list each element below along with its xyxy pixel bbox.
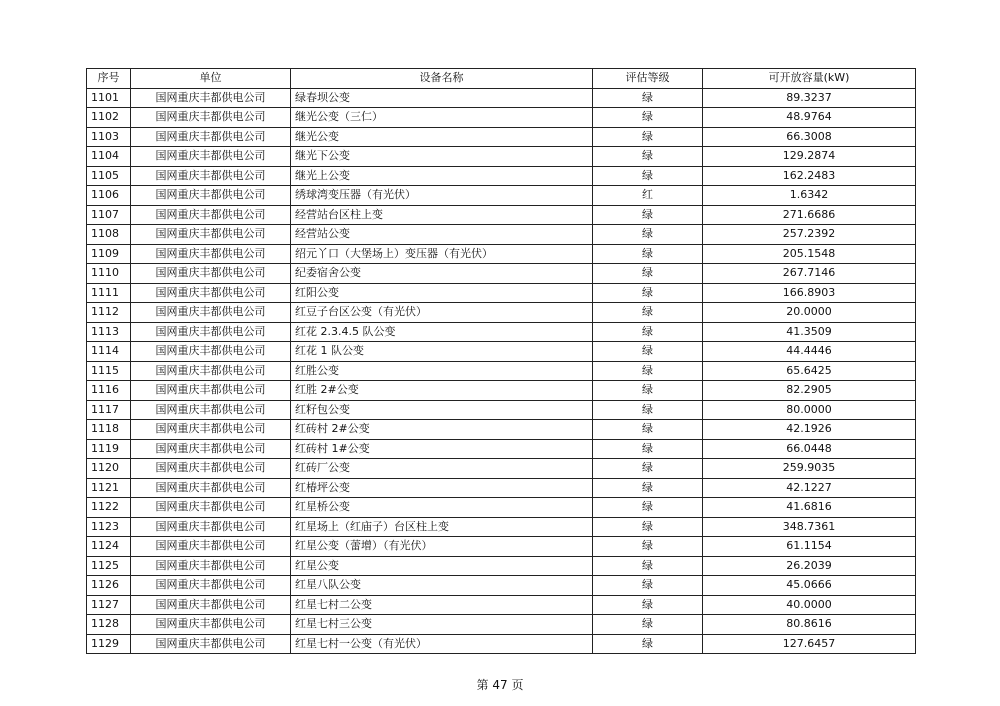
row-unit-cell: 国网重庆丰都供电公司 bbox=[131, 595, 291, 615]
row-device-name-cell: 绣球湾变压器（有光伏） bbox=[291, 186, 593, 206]
row-index-cell: 1108 bbox=[87, 225, 131, 245]
row-device-name-cell: 红星七村三公变 bbox=[291, 615, 593, 635]
row-device-name-cell: 红砖村 1#公变 bbox=[291, 439, 593, 459]
row-index-cell: 1120 bbox=[87, 459, 131, 479]
row-index-cell: 1101 bbox=[87, 88, 131, 108]
row-device-name-cell: 经营站台区柱上变 bbox=[291, 205, 593, 225]
row-index-cell: 1124 bbox=[87, 537, 131, 557]
row-device-name-cell: 红星七村一公变（有光伏） bbox=[291, 634, 593, 654]
row-capacity-cell: 61.1154 bbox=[703, 537, 916, 557]
row-device-name-cell: 红星公变（蕾增）（有光伏） bbox=[291, 537, 593, 557]
row-unit-cell: 国网重庆丰都供电公司 bbox=[131, 517, 291, 537]
capacity-table bbox=[86, 68, 916, 654]
row-capacity-cell: 80.8616 bbox=[703, 615, 916, 635]
row-grade-cell: 绿 bbox=[593, 303, 703, 323]
row-device-name-cell: 继光公变（三仁） bbox=[291, 108, 593, 128]
row-capacity-cell: 26.2039 bbox=[703, 556, 916, 576]
row-capacity-cell: 44.4446 bbox=[703, 342, 916, 362]
row-unit-cell: 国网重庆丰都供电公司 bbox=[131, 381, 291, 401]
row-capacity-cell: 259.9035 bbox=[703, 459, 916, 479]
row-capacity-cell: 42.1926 bbox=[703, 420, 916, 440]
row-unit-cell: 国网重庆丰都供电公司 bbox=[131, 342, 291, 362]
row-grade-cell: 绿 bbox=[593, 576, 703, 596]
row-device-name-cell: 继光上公变 bbox=[291, 166, 593, 186]
table-row bbox=[87, 381, 916, 401]
row-device-name-cell: 继光公变 bbox=[291, 127, 593, 147]
row-capacity-cell: 1.6342 bbox=[703, 186, 916, 206]
row-index-cell: 1113 bbox=[87, 322, 131, 342]
row-unit-cell: 国网重庆丰都供电公司 bbox=[131, 615, 291, 635]
row-device-name-cell: 红星八队公变 bbox=[291, 576, 593, 596]
header-capacity: 可开放容量(kW) bbox=[703, 69, 916, 89]
row-index-cell: 1129 bbox=[87, 634, 131, 654]
row-index-cell: 1127 bbox=[87, 595, 131, 615]
row-unit-cell: 国网重庆丰都供电公司 bbox=[131, 634, 291, 654]
table-row bbox=[87, 634, 916, 654]
table-row bbox=[87, 615, 916, 635]
table-row bbox=[87, 166, 916, 186]
row-index-cell: 1104 bbox=[87, 147, 131, 167]
row-unit-cell: 国网重庆丰都供电公司 bbox=[131, 478, 291, 498]
page-number: 第 47 页 bbox=[476, 678, 524, 692]
table-row bbox=[87, 459, 916, 479]
table-row bbox=[87, 400, 916, 420]
row-unit-cell: 国网重庆丰都供电公司 bbox=[131, 576, 291, 596]
row-device-name-cell: 红星桥公变 bbox=[291, 498, 593, 518]
table-body bbox=[87, 88, 916, 654]
row-device-name-cell: 红胜公变 bbox=[291, 361, 593, 381]
table-row bbox=[87, 576, 916, 596]
row-device-name-cell: 红椿坪公变 bbox=[291, 478, 593, 498]
row-unit-cell: 国网重庆丰都供电公司 bbox=[131, 88, 291, 108]
row-grade-cell: 绿 bbox=[593, 342, 703, 362]
row-device-name-cell: 红花 2.3.4.5 队公变 bbox=[291, 322, 593, 342]
row-unit-cell: 国网重庆丰都供电公司 bbox=[131, 127, 291, 147]
row-index-cell: 1112 bbox=[87, 303, 131, 323]
row-grade-cell: 绿 bbox=[593, 420, 703, 440]
table-row bbox=[87, 225, 916, 245]
row-capacity-cell: 66.3008 bbox=[703, 127, 916, 147]
row-index-cell: 1116 bbox=[87, 381, 131, 401]
row-capacity-cell: 40.0000 bbox=[703, 595, 916, 615]
table-header-row bbox=[87, 69, 916, 89]
row-grade-cell: 绿 bbox=[593, 283, 703, 303]
row-capacity-cell: 267.7146 bbox=[703, 264, 916, 284]
row-index-cell: 1106 bbox=[87, 186, 131, 206]
row-capacity-cell: 42.1227 bbox=[703, 478, 916, 498]
row-grade-cell: 绿 bbox=[593, 361, 703, 381]
row-unit-cell: 国网重庆丰都供电公司 bbox=[131, 361, 291, 381]
table-row bbox=[87, 108, 916, 128]
row-capacity-cell: 65.6425 bbox=[703, 361, 916, 381]
row-device-name-cell: 经营站公变 bbox=[291, 225, 593, 245]
row-capacity-cell: 45.0666 bbox=[703, 576, 916, 596]
table-row bbox=[87, 283, 916, 303]
row-index-cell: 1114 bbox=[87, 342, 131, 362]
row-grade-cell: 绿 bbox=[593, 400, 703, 420]
row-unit-cell: 国网重庆丰都供电公司 bbox=[131, 303, 291, 323]
row-grade-cell: 绿 bbox=[593, 478, 703, 498]
table-row bbox=[87, 478, 916, 498]
row-device-name-cell: 红阳公变 bbox=[291, 283, 593, 303]
table-row bbox=[87, 342, 916, 362]
header-index: 序号 bbox=[87, 69, 131, 89]
row-unit-cell: 国网重庆丰都供电公司 bbox=[131, 205, 291, 225]
row-unit-cell: 国网重庆丰都供电公司 bbox=[131, 498, 291, 518]
row-index-cell: 1102 bbox=[87, 108, 131, 128]
row-index-cell: 1121 bbox=[87, 478, 131, 498]
table-row bbox=[87, 186, 916, 206]
header-device-name: 设备名称 bbox=[291, 69, 593, 89]
row-unit-cell: 国网重庆丰都供电公司 bbox=[131, 556, 291, 576]
table-row bbox=[87, 517, 916, 537]
row-device-name-cell: 红花 1 队公变 bbox=[291, 342, 593, 362]
row-unit-cell: 国网重庆丰都供电公司 bbox=[131, 459, 291, 479]
row-capacity-cell: 162.2483 bbox=[703, 166, 916, 186]
table-row bbox=[87, 420, 916, 440]
row-index-cell: 1119 bbox=[87, 439, 131, 459]
table-row bbox=[87, 205, 916, 225]
row-device-name-cell: 绍元丫口（大堡场上）变压器（有光伏） bbox=[291, 244, 593, 264]
row-index-cell: 1118 bbox=[87, 420, 131, 440]
row-capacity-cell: 41.3509 bbox=[703, 322, 916, 342]
row-unit-cell: 国网重庆丰都供电公司 bbox=[131, 166, 291, 186]
row-grade-cell: 绿 bbox=[593, 537, 703, 557]
row-index-cell: 1122 bbox=[87, 498, 131, 518]
row-capacity-cell: 166.8903 bbox=[703, 283, 916, 303]
row-device-name-cell: 红星场上（红庙子）台区柱上变 bbox=[291, 517, 593, 537]
row-unit-cell: 国网重庆丰都供电公司 bbox=[131, 322, 291, 342]
row-capacity-cell: 348.7361 bbox=[703, 517, 916, 537]
row-grade-cell: 绿 bbox=[593, 498, 703, 518]
row-capacity-cell: 66.0448 bbox=[703, 439, 916, 459]
row-grade-cell: 绿 bbox=[593, 439, 703, 459]
row-device-name-cell: 纪委宿舍公变 bbox=[291, 264, 593, 284]
row-grade-cell: 绿 bbox=[593, 244, 703, 264]
row-device-name-cell: 红星七村二公变 bbox=[291, 595, 593, 615]
row-grade-cell: 绿 bbox=[593, 615, 703, 635]
row-capacity-cell: 89.3237 bbox=[703, 88, 916, 108]
row-unit-cell: 国网重庆丰都供电公司 bbox=[131, 244, 291, 264]
row-index-cell: 1105 bbox=[87, 166, 131, 186]
row-grade-cell: 绿 bbox=[593, 595, 703, 615]
row-grade-cell: 绿 bbox=[593, 264, 703, 284]
row-index-cell: 1123 bbox=[87, 517, 131, 537]
row-unit-cell: 国网重庆丰都供电公司 bbox=[131, 147, 291, 167]
table-row bbox=[87, 361, 916, 381]
row-index-cell: 1107 bbox=[87, 205, 131, 225]
row-unit-cell: 国网重庆丰都供电公司 bbox=[131, 108, 291, 128]
row-grade-cell: 绿 bbox=[593, 108, 703, 128]
row-unit-cell: 国网重庆丰都供电公司 bbox=[131, 439, 291, 459]
table-row bbox=[87, 439, 916, 459]
row-grade-cell: 绿 bbox=[593, 88, 703, 108]
row-capacity-cell: 41.6816 bbox=[703, 498, 916, 518]
row-grade-cell: 绿 bbox=[593, 322, 703, 342]
row-unit-cell: 国网重庆丰都供电公司 bbox=[131, 264, 291, 284]
row-grade-cell: 绿 bbox=[593, 166, 703, 186]
row-capacity-cell: 20.0000 bbox=[703, 303, 916, 323]
row-grade-cell: 绿 bbox=[593, 381, 703, 401]
row-index-cell: 1109 bbox=[87, 244, 131, 264]
row-grade-cell: 绿 bbox=[593, 517, 703, 537]
table-row bbox=[87, 88, 916, 108]
table-row bbox=[87, 264, 916, 284]
row-index-cell: 1125 bbox=[87, 556, 131, 576]
row-grade-cell: 红 bbox=[593, 186, 703, 206]
row-capacity-cell: 82.2905 bbox=[703, 381, 916, 401]
table-row bbox=[87, 595, 916, 615]
row-unit-cell: 国网重庆丰都供电公司 bbox=[131, 283, 291, 303]
table-row bbox=[87, 322, 916, 342]
row-capacity-cell: 129.2874 bbox=[703, 147, 916, 167]
row-device-name-cell: 红豆子台区公变（有光伏） bbox=[291, 303, 593, 323]
header-unit: 单位 bbox=[131, 69, 291, 89]
row-index-cell: 1117 bbox=[87, 400, 131, 420]
row-grade-cell: 绿 bbox=[593, 634, 703, 654]
table-row bbox=[87, 537, 916, 557]
row-unit-cell: 国网重庆丰都供电公司 bbox=[131, 420, 291, 440]
row-device-name-cell: 红籽包公变 bbox=[291, 400, 593, 420]
row-index-cell: 1126 bbox=[87, 576, 131, 596]
row-grade-cell: 绿 bbox=[593, 225, 703, 245]
table-row bbox=[87, 147, 916, 167]
table-row bbox=[87, 498, 916, 518]
row-grade-cell: 绿 bbox=[593, 147, 703, 167]
table-row bbox=[87, 244, 916, 264]
row-device-name-cell: 红砖厂公变 bbox=[291, 459, 593, 479]
row-unit-cell: 国网重庆丰都供电公司 bbox=[131, 186, 291, 206]
row-unit-cell: 国网重庆丰都供电公司 bbox=[131, 400, 291, 420]
table-row bbox=[87, 127, 916, 147]
row-grade-cell: 绿 bbox=[593, 127, 703, 147]
row-grade-cell: 绿 bbox=[593, 205, 703, 225]
row-capacity-cell: 48.9764 bbox=[703, 108, 916, 128]
row-capacity-cell: 80.0000 bbox=[703, 400, 916, 420]
table-row bbox=[87, 303, 916, 323]
row-index-cell: 1103 bbox=[87, 127, 131, 147]
row-capacity-cell: 127.6457 bbox=[703, 634, 916, 654]
row-device-name-cell: 红胜 2#公变 bbox=[291, 381, 593, 401]
row-device-name-cell: 红砖村 2#公变 bbox=[291, 420, 593, 440]
row-unit-cell: 国网重庆丰都供电公司 bbox=[131, 537, 291, 557]
row-capacity-cell: 205.1548 bbox=[703, 244, 916, 264]
row-index-cell: 1110 bbox=[87, 264, 131, 284]
row-index-cell: 1111 bbox=[87, 283, 131, 303]
row-device-name-cell: 绿春坝公变 bbox=[291, 88, 593, 108]
row-capacity-cell: 271.6686 bbox=[703, 205, 916, 225]
row-unit-cell: 国网重庆丰都供电公司 bbox=[131, 225, 291, 245]
header-grade: 评估等级 bbox=[593, 69, 703, 89]
row-device-name-cell: 红星公变 bbox=[291, 556, 593, 576]
row-capacity-cell: 257.2392 bbox=[703, 225, 916, 245]
row-device-name-cell: 继光下公变 bbox=[291, 147, 593, 167]
table-row bbox=[87, 556, 916, 576]
row-grade-cell: 绿 bbox=[593, 556, 703, 576]
row-index-cell: 1128 bbox=[87, 615, 131, 635]
row-grade-cell: 绿 bbox=[593, 459, 703, 479]
row-index-cell: 1115 bbox=[87, 361, 131, 381]
